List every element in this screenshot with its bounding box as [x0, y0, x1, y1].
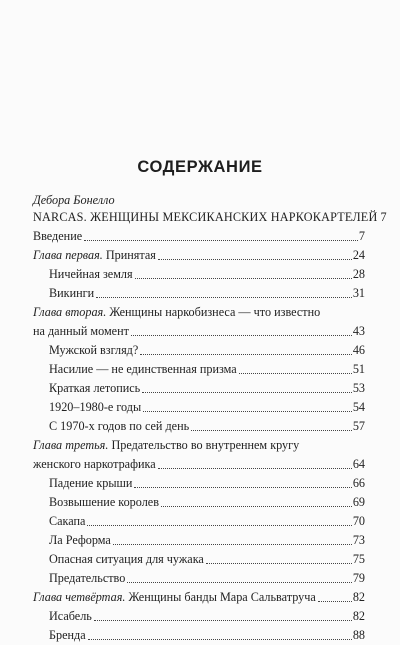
dot-leader: [113, 544, 352, 545]
toc-page-number: 70: [352, 514, 365, 528]
toc-page-number: 43: [352, 324, 365, 338]
toc-page-number: 7: [380, 210, 387, 224]
toc-subentry[interactable]: [33, 626, 365, 645]
toc-page-number: 46: [352, 343, 365, 357]
toc-entry-title: Сакапа: [49, 514, 86, 528]
dot-leader: [239, 373, 352, 374]
chapter-title: Женщины банды Мара Сальватруча: [125, 590, 316, 604]
chapter-title: Женщины наркобизнеса — что известно: [106, 305, 321, 319]
toc-entry-title: Краткая летопись: [49, 381, 141, 395]
dot-leader: [191, 430, 352, 431]
chapter-label: Глава первая.: [33, 248, 103, 262]
toc-entry-title: Мужской взгляд?: [49, 343, 139, 357]
toc-subentry[interactable]: [33, 360, 365, 379]
chapter-title: Предательство во внутреннем кругу: [108, 438, 300, 452]
toc-subentry[interactable]: [33, 569, 365, 588]
toc-entry-title: Предательство: [49, 571, 126, 585]
toc-page-number: 31: [352, 286, 365, 300]
toc-page-number: 28: [352, 267, 365, 281]
toc-entry-title: [33, 588, 316, 607]
toc-subentry[interactable]: [33, 341, 365, 360]
toc-page-number: 7: [358, 229, 365, 243]
toc-entry-title: Падение крыши: [49, 476, 133, 490]
toc-subentry[interactable]: [33, 398, 365, 417]
dot-leader: [158, 468, 352, 469]
toc-entry[interactable]: [33, 208, 387, 227]
dot-leader: [88, 639, 352, 640]
dot-leader: [94, 620, 352, 621]
toc-entry-title: Викинги: [49, 286, 95, 300]
toc-entry[interactable]: [33, 227, 365, 246]
toc-page-number: 51: [352, 362, 365, 376]
dot-leader: [318, 601, 352, 602]
toc-subentry[interactable]: [33, 531, 365, 550]
dot-leader: [127, 582, 351, 583]
toc-chapter-entry[interactable]: [33, 303, 365, 341]
toc-page-number: 69: [352, 495, 365, 509]
toc-subentry[interactable]: [33, 265, 365, 284]
toc-page-number: 66: [352, 476, 365, 490]
contents-heading: СОДЕРЖАНИЕ: [137, 158, 263, 176]
dot-leader: [87, 525, 351, 526]
toc-entry-title: Введение: [33, 229, 83, 243]
toc-subentry[interactable]: [33, 379, 365, 398]
toc-page-number: 75: [352, 552, 365, 566]
toc-chapter-entry[interactable]: [33, 246, 365, 265]
toc-entry-title: [33, 438, 299, 452]
author-name: Дебора Бонелло: [33, 193, 115, 207]
chapter-label: Глава вторая.: [33, 305, 107, 319]
toc-entry-title: Возвышение королев: [49, 495, 159, 509]
dot-leader: [158, 259, 352, 260]
dot-leader: [140, 354, 352, 355]
toc-page-number: 73: [352, 533, 365, 547]
toc-subentry[interactable]: [33, 607, 365, 626]
dot-leader: [142, 392, 352, 393]
toc-entry-title-continued: женского наркотрафика: [33, 457, 156, 471]
table-of-contents: [33, 208, 387, 645]
dot-leader: [206, 563, 352, 564]
toc-entry-title: С 1970-х годов по сей день: [49, 419, 190, 433]
toc-subentry[interactable]: [33, 284, 365, 303]
toc-page-number: 57: [352, 419, 365, 433]
toc-subentry[interactable]: [33, 474, 365, 493]
toc-page-number: 54: [352, 400, 365, 414]
toc-entry-title: 1920–1980-е годы: [49, 400, 142, 414]
toc-entry-title: Ла Реформа: [49, 533, 111, 547]
toc-page-number: 88: [352, 628, 365, 642]
toc-entry-title: Опасная ситуация для чужака: [49, 552, 204, 566]
toc-chapter-entry[interactable]: [33, 436, 365, 474]
dot-leader: [84, 240, 358, 241]
toc-page-number: 79: [352, 571, 365, 585]
toc-entry-title: Ничейная земля: [49, 267, 133, 281]
toc-subentry[interactable]: [33, 417, 365, 436]
toc-page-number: 53: [352, 381, 365, 395]
chapter-label: Глава четвёртая.: [33, 590, 126, 604]
toc-subentry[interactable]: [33, 512, 365, 531]
toc-entry-title: [33, 246, 156, 265]
dot-leader: [135, 278, 352, 279]
toc-entry-title: Бренда: [49, 628, 86, 642]
dot-leader: [96, 297, 352, 298]
dot-leader: [143, 411, 352, 412]
chapter-title: Принятая: [102, 248, 156, 262]
toc-subentry[interactable]: [33, 493, 365, 512]
toc-page-number: 24: [352, 248, 365, 262]
toc-entry-title-continued: на данный момент: [33, 324, 129, 338]
toc-page-number: 82: [352, 590, 365, 604]
toc-entry-title: Насилие — не единственная призма: [49, 362, 237, 376]
toc-entry-title: NARCAS. ЖЕНЩИНЫ МЕКСИКАНСКИХ НАРКОКАРТЕЛЕЙ: [33, 210, 378, 224]
toc-page-number: 64: [352, 457, 365, 471]
toc-entry-title: [33, 305, 320, 319]
dot-leader: [134, 487, 351, 488]
toc-subentry[interactable]: [33, 550, 365, 569]
toc-chapter-entry[interactable]: [33, 588, 365, 607]
dot-leader: [161, 506, 352, 507]
toc-entry-title: Исабель: [49, 609, 92, 623]
dot-leader: [131, 335, 352, 336]
chapter-label: Глава третья.: [33, 438, 109, 452]
toc-page-number: 82: [352, 609, 365, 623]
